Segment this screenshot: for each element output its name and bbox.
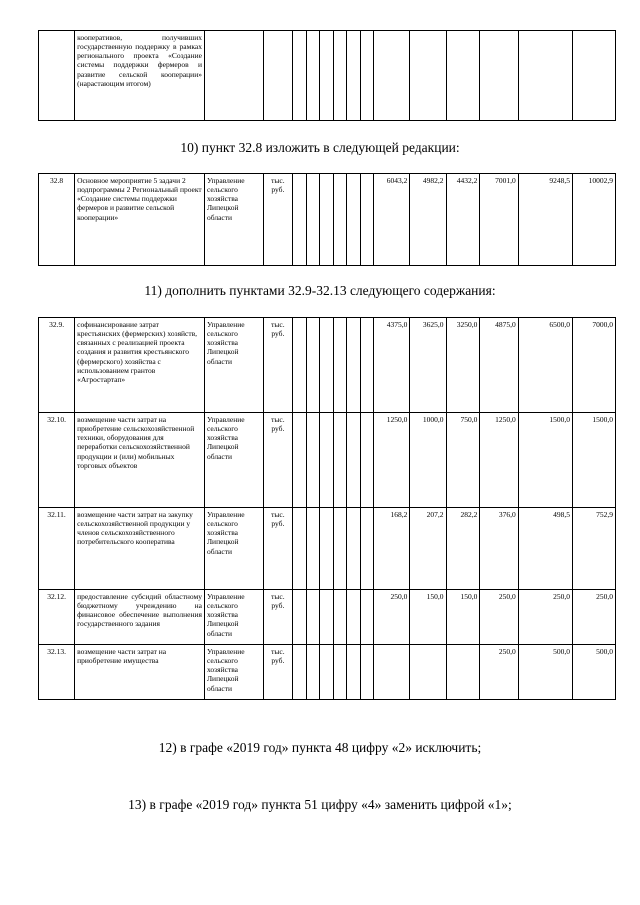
value-cell: 168,2 — [374, 508, 410, 590]
item-description-cell: возмещение части затрат на закупку сельскохозяйственной продукции у членов сельскохозяйственного потребительского кооператива — [75, 508, 205, 590]
value-cell: 250,0 — [480, 645, 518, 700]
value-cell: 250,0 — [374, 590, 410, 645]
value-cell — [333, 508, 347, 590]
item-description-cell: софинансирование затрат крестьянских (фермерских) хозяйств, связанных с реализацией проекта создания и развития крестьянского (фермерского) хозяйства с использованием грантов «Агростартап» — [75, 318, 205, 413]
responsible-org-cell: Управление сельского хозяйства Липецкой области — [204, 645, 263, 700]
value-cell — [306, 413, 320, 508]
value-cell — [347, 318, 361, 413]
paragraph-12: 12) в графе «2019 год» пункта 48 цифру «2» исключить; — [158, 740, 482, 755]
item-number-cell: 32.9. — [39, 318, 75, 413]
table-row — [39, 31, 616, 121]
value-cell — [333, 645, 347, 700]
value-cell: 1500,0 — [572, 413, 615, 508]
value-cell — [293, 645, 307, 700]
unit-cell — [263, 31, 292, 121]
item-number-cell: 32.12. — [39, 590, 75, 645]
table-items-32-9-to-32-13 — [38, 317, 616, 700]
item-description-cell: Основное мероприятие 5 задачи 2 подпрограммы 2 Региональный проект «Создание системы поддержки фермеров и развитие сельской кооперации» — [75, 174, 205, 266]
value-cell — [306, 174, 320, 266]
value-cell — [360, 174, 374, 266]
value-cell: 498,5 — [518, 508, 572, 590]
value-cell — [360, 413, 374, 508]
value-cell: 282,2 — [446, 508, 480, 590]
paragraph-11: 11) дополнить пунктами 32.9-32.13 следующего содержания: — [144, 283, 496, 298]
item-number-cell: 32.10. — [39, 413, 75, 508]
value-cell — [293, 508, 307, 590]
table-row — [39, 645, 616, 700]
value-cell — [347, 174, 361, 266]
item-number-cell — [39, 31, 75, 121]
value-cell — [320, 31, 334, 121]
value-cell — [333, 318, 347, 413]
value-cell — [333, 174, 347, 266]
value-cell — [333, 413, 347, 508]
value-cell — [374, 645, 410, 700]
value-cell: 1000,0 — [410, 413, 446, 508]
value-cell: 1250,0 — [374, 413, 410, 508]
value-cell — [347, 31, 361, 121]
value-cell — [360, 645, 374, 700]
value-cell — [306, 590, 320, 645]
value-cell — [347, 590, 361, 645]
responsible-org-cell — [204, 31, 263, 121]
value-cell: 4875,0 — [480, 318, 518, 413]
value-cell: 250,0 — [518, 590, 572, 645]
responsible-org-cell: Управление сельского хозяйства Липецкой области — [204, 413, 263, 508]
value-cell — [360, 508, 374, 590]
unit-cell: тыс. руб. — [263, 645, 292, 700]
paragraph-10: 10) пункт 32.8 изложить в следующей редакции: — [180, 140, 460, 155]
value-cell — [306, 31, 320, 121]
value-cell — [446, 645, 480, 700]
value-cell: 3250,0 — [446, 318, 480, 413]
value-cell — [293, 413, 307, 508]
value-cell: 150,0 — [446, 590, 480, 645]
value-cell — [320, 174, 334, 266]
value-cell — [446, 31, 480, 121]
value-cell: 4432,2 — [446, 174, 480, 266]
value-cell: 207,2 — [410, 508, 446, 590]
value-cell — [572, 31, 615, 121]
value-cell: 150,0 — [410, 590, 446, 645]
table-row — [39, 590, 616, 645]
responsible-org-cell: Управление сельского хозяйства Липецкой области — [204, 590, 263, 645]
value-cell — [360, 318, 374, 413]
value-cell — [320, 590, 334, 645]
value-cell: 10002,9 — [572, 174, 615, 266]
responsible-org-cell: Управление сельского хозяйства Липецкой области — [204, 174, 263, 266]
value-cell — [360, 590, 374, 645]
value-cell: 1500,0 — [518, 413, 572, 508]
value-cell: 3625,0 — [410, 318, 446, 413]
value-cell — [347, 645, 361, 700]
value-cell — [293, 318, 307, 413]
unit-cell: тыс. руб. — [263, 508, 292, 590]
value-cell — [374, 31, 410, 121]
value-cell — [360, 31, 374, 121]
item-description-cell: кооперативов, получивших государственную поддержку в рамках регионального проекта «Создание системы поддержки фермеров и развитие сельской кооперации» (нарастающим итогом) — [75, 31, 205, 121]
value-cell: 4375,0 — [374, 318, 410, 413]
table-continuation — [38, 30, 616, 121]
table-row — [39, 508, 616, 590]
value-cell: 4982,2 — [410, 174, 446, 266]
value-cell: 500,0 — [572, 645, 615, 700]
value-cell — [306, 318, 320, 413]
value-cell — [320, 318, 334, 413]
value-cell — [320, 508, 334, 590]
value-cell — [293, 174, 307, 266]
value-cell: 750,0 — [446, 413, 480, 508]
value-cell — [333, 590, 347, 645]
value-cell — [306, 508, 320, 590]
unit-cell: тыс. руб. — [263, 413, 292, 508]
value-cell — [320, 645, 334, 700]
value-cell: 250,0 — [572, 590, 615, 645]
value-cell: 752,9 — [572, 508, 615, 590]
responsible-org-cell: Управление сельского хозяйства Липецкой области — [204, 318, 263, 413]
unit-cell: тыс. руб. — [263, 174, 292, 266]
item-description-cell: возмещение части затрат на приобретение сельскохозяйственной техники, оборудования для переработки сельскохозяйственной продукции и (или) мобильных торговых объектов — [75, 413, 205, 508]
value-cell: 7000,0 — [572, 318, 615, 413]
table-row — [39, 318, 616, 413]
value-cell: 1250,0 — [480, 413, 518, 508]
responsible-org-cell: Управление сельского хозяйства Липецкой области — [204, 508, 263, 590]
value-cell: 500,0 — [518, 645, 572, 700]
value-cell — [347, 508, 361, 590]
item-number-cell: 32.11. — [39, 508, 75, 590]
item-description-cell: возмещение части затрат на приобретение имущества — [75, 645, 205, 700]
unit-cell: тыс. руб. — [263, 318, 292, 413]
value-cell — [480, 31, 518, 121]
paragraph-13: 13) в графе «2019 год» пункта 51 цифру «4» заменить цифрой «1»; — [128, 797, 512, 812]
value-cell: 9248,5 — [518, 174, 572, 266]
value-cell — [410, 645, 446, 700]
value-cell — [293, 31, 307, 121]
value-cell — [347, 413, 361, 508]
item-number-cell: 32.13. — [39, 645, 75, 700]
value-cell — [518, 31, 572, 121]
value-cell — [306, 645, 320, 700]
value-cell — [410, 31, 446, 121]
item-description-cell: предоставление субсидий областному бюджетному учреждению на финансовое обеспечение выполнения государственного задания — [75, 590, 205, 645]
value-cell: 250,0 — [480, 590, 518, 645]
value-cell: 7001,0 — [480, 174, 518, 266]
value-cell: 376,0 — [480, 508, 518, 590]
table-row — [39, 174, 616, 266]
table-row — [39, 413, 616, 508]
unit-cell: тыс. руб. — [263, 590, 292, 645]
value-cell — [320, 413, 334, 508]
item-number-cell: 32.8 — [39, 174, 75, 266]
value-cell: 6500,0 — [518, 318, 572, 413]
table-item-32-8 — [38, 173, 616, 266]
value-cell — [333, 31, 347, 121]
value-cell — [293, 590, 307, 645]
value-cell: 6043,2 — [374, 174, 410, 266]
